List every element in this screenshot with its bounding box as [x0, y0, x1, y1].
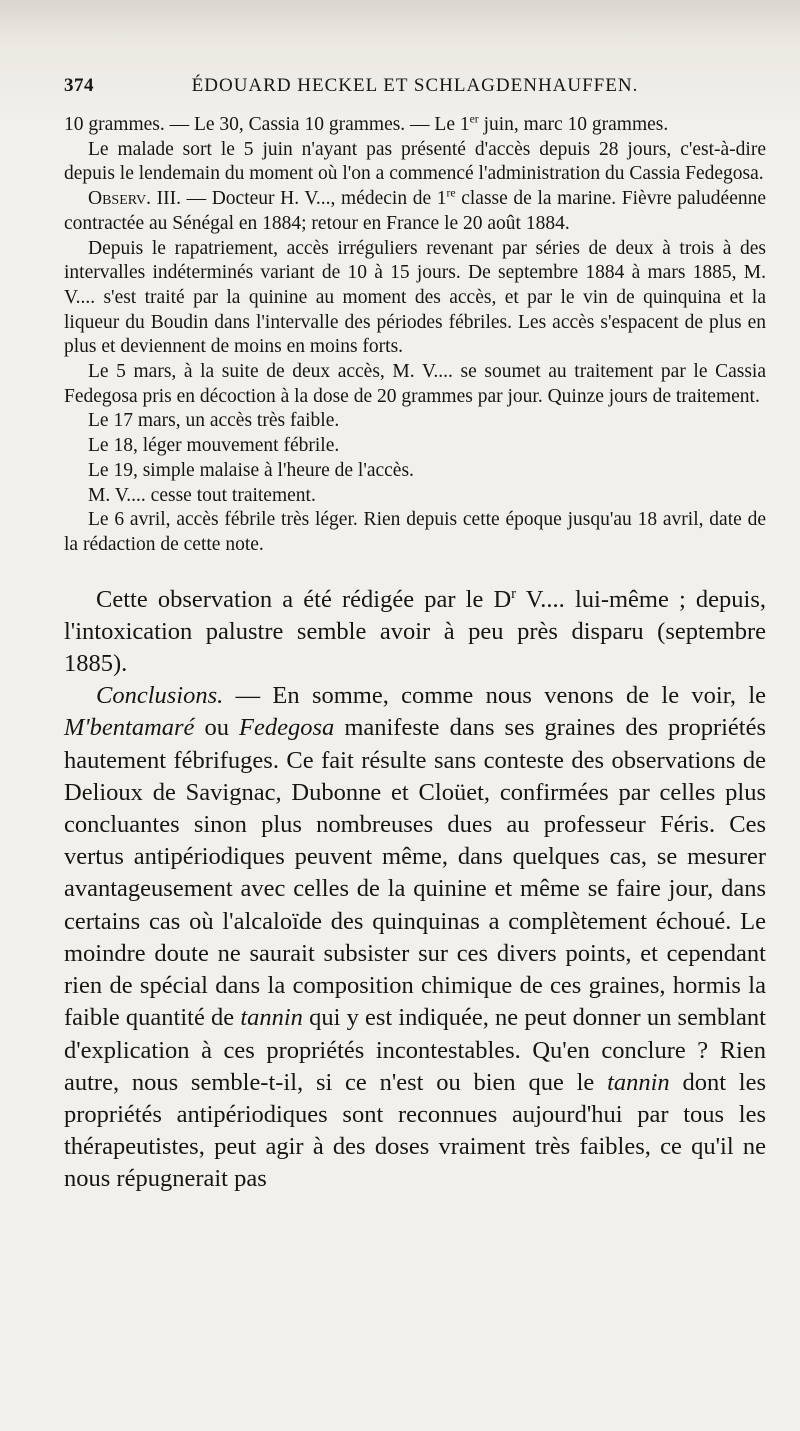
italic-term: tannin — [240, 1004, 303, 1032]
superscript: er — [469, 112, 479, 126]
text-run: Cette observation a été rédigée par le D — [96, 585, 512, 613]
text-run: ou — [194, 714, 240, 742]
italic-term: M'bentamaré — [64, 714, 195, 742]
text-run: qui y est indiquée, ne peut donner un semblant d'explication à ces propriétés incontestables. Qu'en conclure ? Rien autre, nous semble-t-il, si ce n'est ou bien que le — [64, 1004, 766, 1096]
text-run: manifeste dans ses graines des propriétés hautement fébrifuges. Ce fait résulte sans conteste des observations de Delioux de Savignac, Dubonne et Cloüet, confirmées par celles plus concluantes sinon plus nombreuses dues au professeur Féris. Ces vertus antipériodiques peuvent même, dans quelques cas, se mesurer avantageusement avec celles de la quinine et même se faire jour, dans certains cas où l'alcaloïde des quinquinas a complètement échoué. Le moindre doute ne saurait subsister sur ces divers points, et cependant rien de spécial dans la composition chimique de ces graines, hormis la faible quantité de — [64, 714, 766, 1032]
superscript: re — [446, 186, 456, 200]
paragraph: Le 6 avril, accès fébrile très léger. Rien depuis cette époque jusqu'au 18 avril, date de la rédaction de cette note. — [64, 509, 766, 555]
paragraph: Le malade sort le 5 juin n'ayant pas présenté d'accès depuis 28 jours, c'est-à-dire depuis le lendemain du moment où l'on a commencé l'administration du Cassia Fedegosa. — [64, 138, 766, 185]
text-run: — En somme, comme nous venons de le voir, le — [223, 682, 766, 710]
paragraph — [64, 680, 766, 1195]
paragraph: M. V.... cesse tout traitement. — [88, 484, 316, 506]
paragraph — [64, 187, 766, 236]
observation-text — [64, 113, 766, 558]
italic-term: tannin — [607, 1068, 670, 1096]
page-number: 374 — [64, 75, 94, 96]
paragraph — [64, 113, 766, 138]
text-run: 10 grammes. — Le 30, Cassia 10 grammes. — Le 1 — [64, 114, 470, 135]
main-text — [64, 584, 766, 1196]
paragraph: Depuis le rapatriement, accès irréguliers revenant par séries de deux à trois à des intervalles indéterminés variant de 10 à 15 jours. De septembre 1884 à mars 1885, M. V.... s'est traité par la quinine au moment des accès, et par le vin de quinquina et la liqueur du Boudin dans l'intervalle des périodes fébriles. Les accès s'espacent de plus en plus et deviennent de moins en moins forts. — [64, 237, 766, 358]
section-label: Conclusions. — [96, 682, 224, 710]
paragraph: Le 18, léger mouvement fébrile. — [88, 435, 340, 457]
superscript: r — [511, 585, 517, 602]
paragraph: Le 19, simple malaise à l'heure de l'accès. — [88, 459, 414, 481]
paragraph: Le 17 mars, un accès très faible. — [88, 410, 340, 432]
paragraph: Le 5 mars, à la suite de deux accès, M. V.... se soumet au traitement par le Cassia Fedegosa pris en décoction à la dose de 20 grammes par jour. Quinze jours de traitement. — [64, 361, 766, 407]
text-run: classe de la marine. Fièvre paludéenne contractée au Sénégal en 1884; retour en France le 20 août 1884. — [64, 188, 767, 234]
text-run: dont les propriétés antipériodiques sont reconnues aujourd'hui par tous les thérapeutistes, peut agir à des doses vraiment très faibles, ce qu'il ne nous répugnerait pas — [64, 1068, 767, 1193]
page-header — [64, 75, 766, 113]
paragraph — [64, 584, 766, 681]
italic-term: Fedegosa — [239, 714, 335, 742]
text-run: — Docteur H. V..., médecin de 1 — [180, 188, 447, 210]
observation-label: Observ. III. — [88, 188, 181, 210]
text-run: V.... lui-même ; depuis, l'intoxication palustre semble avoir à peu près disparu (septembre 1885). — [64, 585, 767, 678]
text-run: juin, marc 10 grammes. — [478, 114, 669, 135]
running-head: ÉDOUARD HECKEL ET SCHLAGDENHAUFFEN. — [191, 75, 639, 96]
